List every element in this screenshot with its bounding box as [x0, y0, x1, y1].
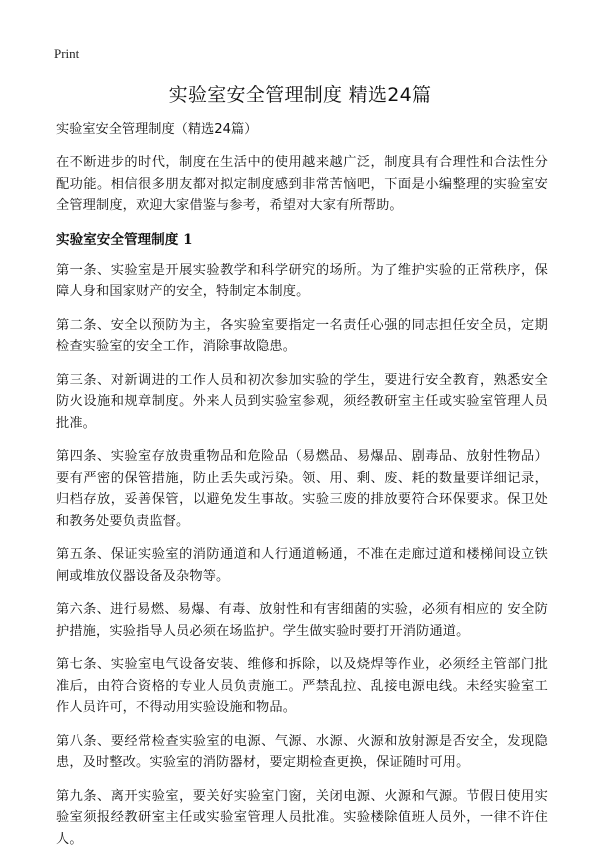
article-1: 第一条、实验室是开展实验教学和科学研究的场所。为了维护实验的正常秩序，保障人身和国家财产的安全，特制定本制度。	[56, 262, 548, 299]
article-9: 第九条、离开实验室，要关好实验室门窗，关闭电源、火源和气源。节假日使用实验室须报经教研室主任或实验室管理人员批准。实验楼除值班人员外，一律不许住人。	[56, 788, 548, 847]
article-3: 第三条、对新调进的工作人员和初次参加实验的学生，要进行安全教育，熟悉安全防火设施和规章制度。外来人员到实验室参观，须经教研室主任或实验室管理人员批准。	[56, 372, 548, 431]
article-4: 第四条、实验室存放贵重物品和危险品（易燃品、易爆品、剧毒品、放射性物品）要有严密的保管措施，防止丢失或污染。领、用、剩、废、耗的数量要详细记录，归档存放，妥善保管，以避免发生事故。实验三废的排放要符合环保要求。保卫处和教务处要负责监督。	[56, 449, 548, 529]
article-7: 第七条、实验室电气设备安装、维修和拆除，以及烧焊等作业，必须经主管部门批准后，由符合资格的专业人员负责施工。严禁乱拉、乱接电源电线。未经实验室工作人员许可，不得动用实验设施和物品。	[56, 657, 548, 715]
document-body	[56, 120, 548, 862]
article-6: 第六条、进行易燃、易爆、有毒、放射性和有害细菌的实验，必须有相应的 安全防护措施，实验指导人员必须在场监护。学生做实验时要打开消防通道。	[56, 602, 548, 639]
article-8: 第八条、要经常检查实验室的电源、气源、水源、火源和放射源是否安全，发现隐患，及时整改。实验室的消防器材，要定期检查更换，保证随时可用。	[56, 733, 548, 770]
article-5: 第五条、保证实验室的消防通道和人行通道畅通，不准在走廊过道和楼梯间设立铁闸或堆放仪器设备及杂物等。	[56, 547, 548, 584]
document-title: 实验室安全管理制度 精选24篇	[168, 84, 432, 106]
print-link[interactable]: Print	[54, 46, 80, 61]
section-heading: 实验室安全管理制度 1	[56, 231, 193, 248]
document-subtitle: 实验室安全管理制度（精选24篇）	[56, 122, 258, 137]
article-2: 第二条、安全以预防为主，各实验室要指定一名责任心强的同志担任安全员，定期检查实验室的安全工作，消除事故隐患。	[56, 317, 548, 354]
intro-paragraph: 在不断进步的时代，制度在生活中的使用越来越广泛，制度具有合理性和合法性分配功能。相信很多朋友都对拟定制度感到非常苦恼吧，下面是小编整理的实验室安全管理制度，欢迎大家借鉴与参考，希望对大家有所帮助。	[56, 155, 548, 213]
